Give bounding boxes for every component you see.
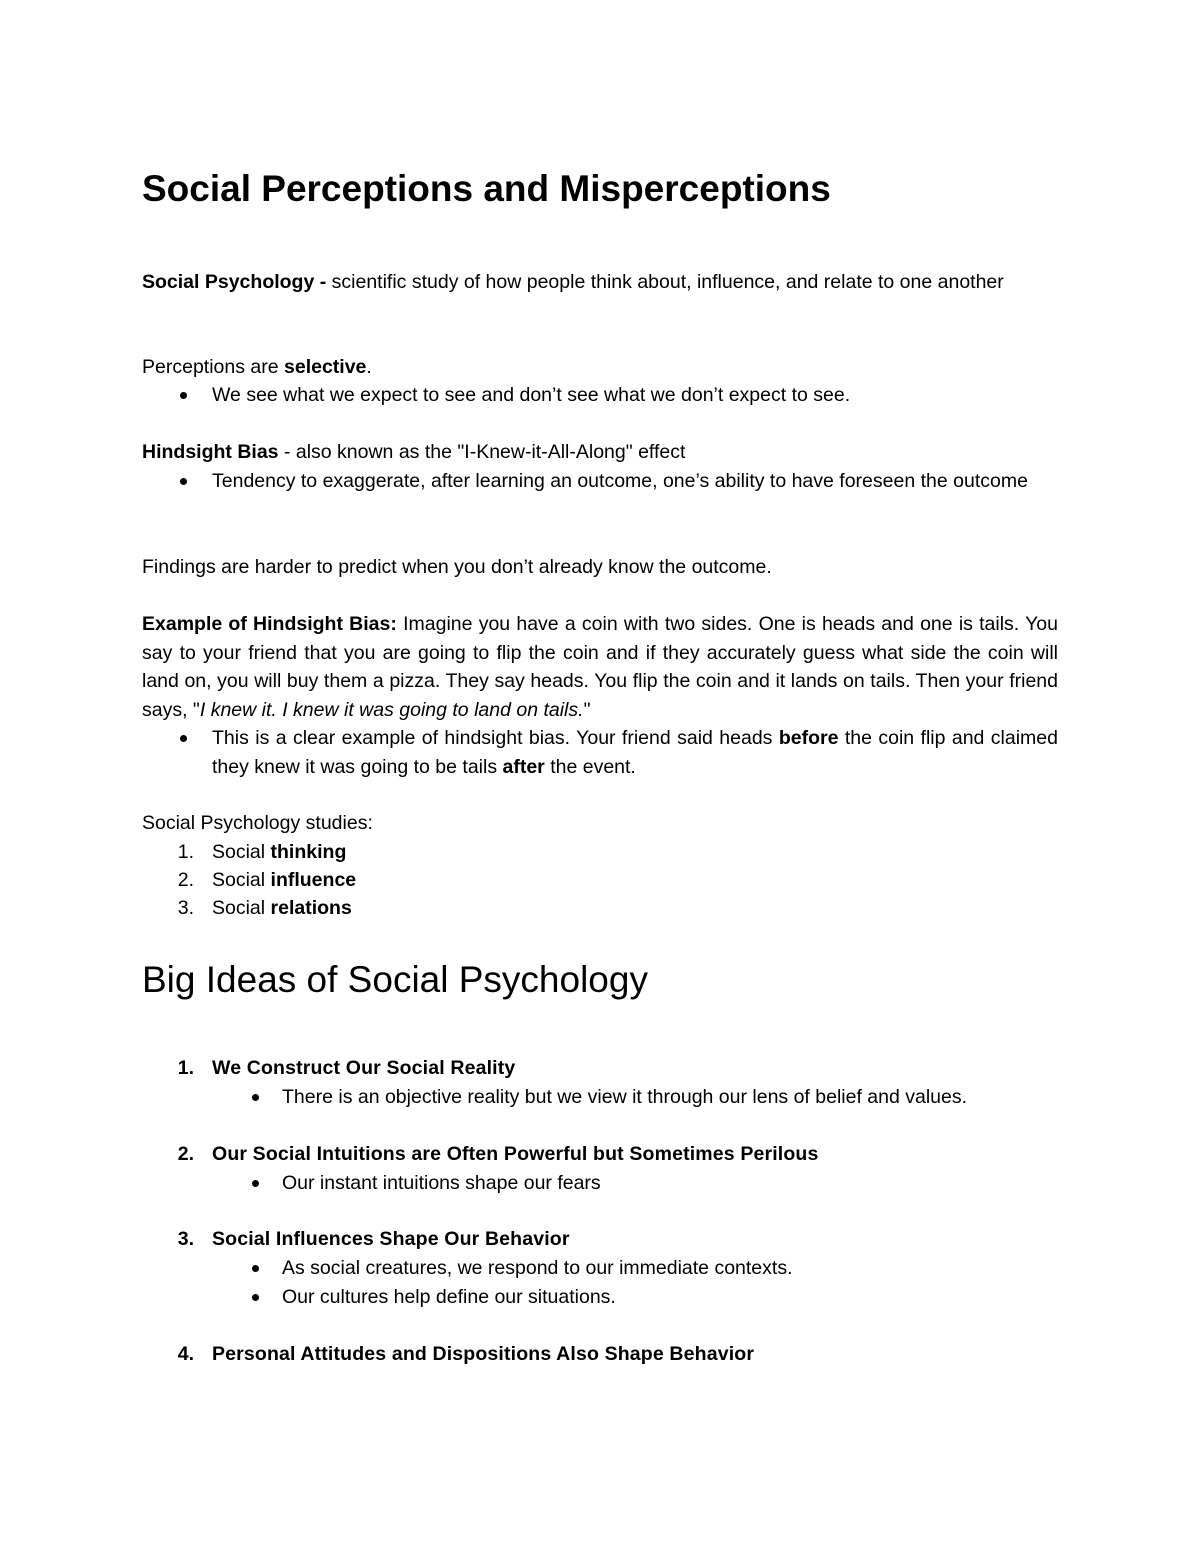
term-hindsight-bias: Hindsight Bias — [142, 441, 279, 463]
example-bullet-before: before — [778, 727, 839, 749]
idea-bullet: There is an objective reality but we view it through our lens of belief and values. — [282, 1086, 968, 1108]
list-item-plain: Social — [212, 897, 271, 919]
bullet-icon — [180, 735, 187, 742]
perceptions-bold: selective — [284, 356, 367, 378]
idea-title: Our Social Intuitions are Often Powerful but Sometimes Perilous — [212, 1143, 819, 1165]
list-item — [212, 866, 356, 895]
hindsight-line — [142, 438, 1058, 467]
perceptions-suffix: . — [366, 356, 372, 378]
idea-title: We Construct Our Social Reality — [212, 1057, 516, 1079]
bullet-icon — [180, 478, 187, 485]
bullet-icon — [252, 1265, 259, 1272]
perceptions-line — [142, 353, 1058, 382]
list-item — [212, 838, 346, 867]
term-example-hindsight: Example of Hindsight Bias: — [142, 613, 397, 635]
list-number: 2. — [177, 869, 194, 891]
idea-number: 2. — [177, 1143, 194, 1165]
example-bullet-c: the coin flip and claimed they knew it was going to be tails — [212, 727, 1058, 778]
perceptions-prefix: Perceptions are — [142, 356, 284, 378]
example-end: " — [583, 698, 591, 721]
example-bullet — [212, 724, 1058, 781]
social-psychology-definition — [142, 268, 1058, 297]
example-quote: I knew it. I knew it was going to land on tails. — [199, 698, 584, 721]
definition-text: scientific study of how people think about, influence, and relate to one another — [326, 271, 1004, 293]
bullet-icon — [180, 392, 187, 399]
findings-line: Findings are harder to predict when you don’t already know the outcome. — [142, 556, 772, 578]
example-bullet-a: This is a clear example of hindsight bias. Your friend said heads — [212, 727, 779, 749]
page-title: Social Perceptions and Misperceptions — [142, 168, 831, 209]
section-title: Big Ideas of Social Psychology — [142, 959, 648, 1000]
idea-number: 3. — [177, 1228, 194, 1250]
idea-bullet: Our instant intuitions shape our fears — [282, 1172, 601, 1194]
idea-bullet: As social creatures, we respond to our immediate contexts. — [282, 1257, 793, 1279]
example-bullet-e: the event. — [544, 755, 636, 778]
idea-bullet: Our cultures help define our situations. — [282, 1286, 616, 1308]
bullet-icon — [252, 1180, 259, 1187]
example-paragraph — [142, 610, 1058, 724]
list-number: 1. — [177, 841, 194, 863]
bullet-icon — [252, 1094, 259, 1101]
idea-title: Social Influences Shape Our Behavior — [212, 1228, 570, 1250]
list-number: 3. — [177, 897, 194, 919]
hindsight-rest: - also known as the "I-Knew-it-All-Along" effect — [278, 441, 686, 463]
perceptions-bullet: We see what we expect to see and don’t see what we don’t expect to see. — [212, 384, 851, 406]
studies-heading: Social Psychology studies: — [142, 812, 373, 834]
list-item-plain: Social — [212, 869, 271, 891]
list-item-bold: influence — [270, 869, 357, 891]
list-item — [212, 894, 352, 923]
hindsight-bullet: Tendency to exaggerate, after learning an outcome, one’s ability to have foreseen the outcome — [212, 470, 1028, 492]
example-bullet-after: after — [502, 755, 545, 778]
idea-number: 1. — [177, 1057, 194, 1079]
list-item-bold: relations — [270, 897, 352, 919]
idea-title: Personal Attitudes and Dispositions Also Shape Behavior — [212, 1343, 755, 1365]
idea-number: 4. — [177, 1343, 194, 1365]
term-social-psychology: Social Psychology - — [142, 271, 327, 293]
list-item-bold: thinking — [270, 841, 347, 863]
bullet-icon — [252, 1294, 259, 1301]
list-item-plain: Social — [212, 841, 271, 863]
example-text: Imagine you have a coin with two sides. One is heads and one is tails. You say to your friend that you are going to flip the coin and if they accurately guess what side the coin will land on, you will buy them a pizza. They say heads. You flip the coin and it lands on tails. Then your friend says, " — [142, 613, 1059, 721]
